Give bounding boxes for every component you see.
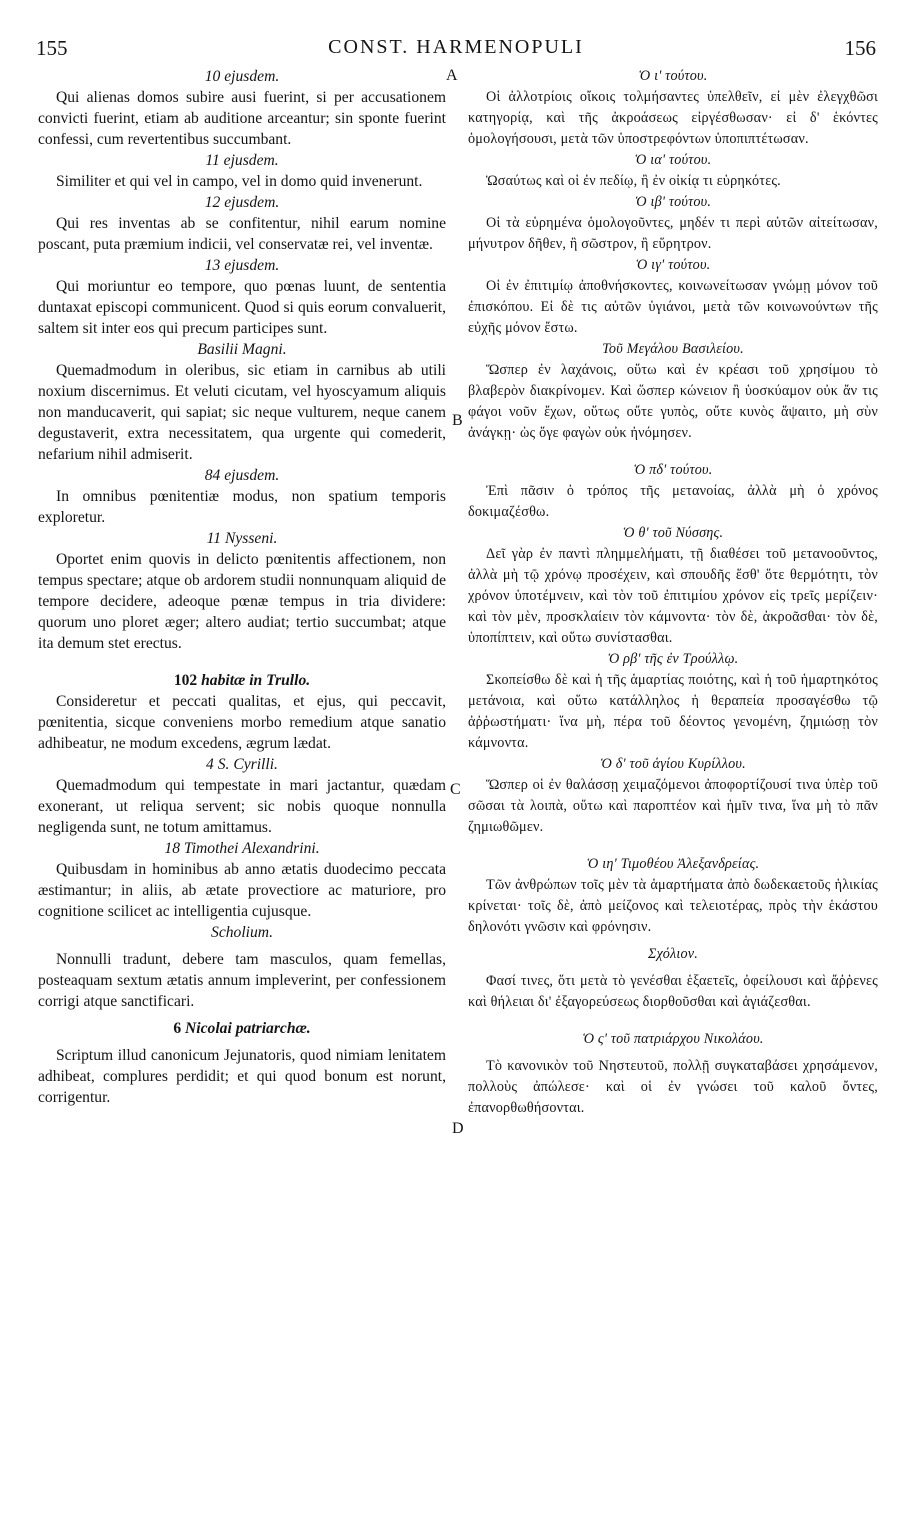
section-heading: Basilii Magni. [197, 341, 287, 358]
section-heading: Ὁ πδ' τούτου. [633, 462, 713, 478]
section-heading: Ὁ ι' τούτου. [638, 68, 708, 84]
section-heading: Ὁ ς' τοῦ πατριάρχου Νικολάου. [582, 1031, 764, 1047]
section-heading: Ὁ ιγ' τούτου. [635, 257, 711, 273]
section-text: Quemadmodum qui tempestate in mari jactantur, quædam exonerant, ut reliqua servent; sic nobis quoque nonnulla negligenda sunt, ne totum amittamus. [38, 777, 446, 836]
margin-letter-b: B [452, 412, 463, 429]
section-heading: 11 Nysseni. [206, 530, 278, 547]
section-text: Oportet enim quovis in delicto pœnitentis affectionem, non tempus spectare; atque ob ardorem studii nonnunquam aliquid de tempore decidere, adeoque pœnæ tempus in tria dividere: quorum uno ploret æger; altero audiat; tertio succumbat; atque ita demum stet erectus. [38, 551, 446, 652]
margin-letter-c: C [450, 781, 461, 798]
section-heading: 4 S. Cyrilli. [206, 756, 278, 773]
section-text: Nonnulli tradunt, debere tam masculos, quam femellas, posteaquam sextum ætatis annum impleverint, per confessionem corrigi atque sanctificari. [38, 951, 446, 1010]
section-text: Σκοπείσθω δὲ καὶ ἡ τῆς ἁμαρτίας ποιότης, καὶ ἡ τοῦ ἡμαρτηκότος μετάνοια, καὶ οὕτω κατάλληλος ἡ θεραπεία προσαγέσθω τῷ ἀῤῥωστήματι· ἵνα μὴ, πέρα τοῦ δέοντος γενομένη, ζημιώσῃ τὸν κάμνοντα. [468, 672, 878, 751]
section-heading: Ὁ δ' τοῦ ἁγίου Κυρίλλου. [600, 756, 746, 772]
section-heading [38, 670, 446, 691]
section-heading: 84 ejusdem. [204, 467, 280, 484]
section-text: Τῶν ἀνθρώπων τοῖς μὲν τὰ ἁμαρτήματα ἀπὸ δωδεκαετοῦς ἡλικίας κρίνεται· τοῖς δὲ, ἀπὸ μείζονος καὶ τελειοτέρας, πρὸς τὴν ἑκάστου δηλονότι γνῶσιν καὶ φρόνησιν. [468, 877, 878, 935]
section-gap [468, 1013, 878, 1029]
section-text: Ὥσπερ οἱ ἐν θαλάσσῃ χειμαζόμενοι ἀποφορτίζουσί τινα ὑπὲρ τοῦ σῶσαι τὰ λοιπὰ, οὕτω καὶ παροπτέον καὶ ἡμῖν τινα, ἵνα μὴ τὸ πᾶν ζημιωθῶμεν. [468, 777, 878, 835]
heading-title: Nicolai patriarchæ. [185, 1020, 311, 1037]
section-heading: 13 ejusdem. [204, 257, 280, 274]
section-text: Οἱ ἐν ἐπιτιμίῳ ἀποθνήσκοντες, κοινωνείτωσαν γνώμῃ μόνον τοῦ ἐπισκόπου. Εἰ δὲ τις αὐτῶν ὑγιάνοι, μετὰ τῶν κοινωνούντων τῆς εὐχῆς μόνον ἔστω. [468, 278, 878, 336]
running-title: CONST. HARMENOPULI [328, 36, 584, 58]
section-text: Consideretur et peccati qualitas, et ejus, qui peccavit, pœnitentia, sicque conveniens morbo remedium atque sanatio adhibeatur, ne modum excedens, ægrum lædat. [38, 693, 446, 752]
section-text: Οἱ τὰ εὑρημένα ὁμολογοῦντες, μηδέν τι περὶ αὐτῶν αἰτείτωσαν, μήνυτρον δῆθεν, ἢ σῶστρον, ἢ εὕρητρον. [468, 215, 878, 252]
section-text: Qui res inventas ab se confitentur, nihil earum nomine poscant, puta præmium indicii, vel conservatæ rei, vel inventæ. [38, 215, 446, 253]
section-heading: Ὁ ρβ' τῆς ἐν Τρούλλῳ. [607, 651, 739, 667]
heading-title: habitæ in Trullo. [201, 672, 311, 689]
section-gap [468, 444, 878, 460]
section-text: Τὸ κανονικὸν τοῦ Νηστευτοῦ, πολλῇ συγκαταβάσει χρησάμενον, πολλοὺς ἀπώλεσε· καὶ οἱ ἐν γνώσει τοῦ καλοῦ ὄντες, ἐπανορθωθήσονται. [468, 1058, 878, 1116]
section-gap [38, 654, 446, 670]
section-text: Ἐπὶ πᾶσιν ὁ τρόπος τῆς μετανοίας, ἀλλὰ μὴ ὁ χρόνος δοκιμαζέσθω. [468, 483, 878, 520]
heading-number: 6 [173, 1020, 182, 1037]
section-text: Ὥσπερ ἐν λαχάνοις, οὕτω καὶ ἐν κρέασι τοῦ χρησίμου τὸ βλαβερὸν διακρίνομεν. Καὶ ὥσπερ κώνειον ἢ ὑοσκύαμον οὐκ ἄν τις φάγοι νοῦν ἔχων, οὕτως οὔτε γυπὸς, οὔτε κυνὸς ἅψαιτο, μὴ σὺν ἀνάγκῃ· ὡς ὅγε φαγὼν οὐκ ἠνόμησεν. [468, 362, 878, 441]
section-text: Οἱ ἀλλοτρίοις οἴκοις τολμήσαντες ὑπελθεῖν, εἰ μὲν ἐλεγχθῶσι κατηγορίᾳ, καὶ τῆς ἀκροάσεως εἰργέσθωσαν· εἰ δ' ἑκόντες ὁμολογήσουσι, μετὰ τῶν ὑποστρεφόντων ὑποπιπτέτωσαν. [468, 89, 878, 147]
page-header [0, 36, 912, 62]
margin-letter-d: D [452, 1120, 464, 1137]
section-gap [468, 838, 878, 854]
section-heading: 11 ejusdem. [205, 152, 279, 169]
section-text: Ὡσαύτως καὶ οἱ ἐν πεδίῳ, ἢ ἐν οἰκίᾳ τι εὑρηκότες. [486, 173, 781, 189]
section-text: In omnibus pœnitentiæ modus, non spatium temporis exploretur. [38, 488, 446, 526]
section-heading [38, 1018, 446, 1039]
section-text: Qui alienas domos subire ausi fuerint, si per accusationem convicti fuerint, etiam ab auditione arceantur; sin sponte fuerint confessi, cum revertentibus succumbant. [38, 89, 446, 148]
section-heading: 10 ejusdem. [204, 68, 280, 85]
greek-column [468, 66, 878, 1119]
section-text: Quemadmodum in oleribus, sic etiam in carnibus ab utili noxium discernimus. Et veluti cicutam, vel hyoscyamum aliquis non manducaverit, qui sapiat; sic neque vulturem, neque canem degustaverit, extra necessitatem, qua urgente qui comederit, nefarium nihil admiserit. [38, 362, 446, 463]
section-heading: Τοῦ Μεγάλου Βασιλείου. [602, 341, 744, 357]
right-page-number: 156 [844, 36, 876, 60]
section-text: Similiter et qui vel in campo, vel in domo quid invenerunt. [56, 173, 423, 190]
section-heading: Ὁ ιη' Τιμοθέου Ἀλεξανδρείας. [586, 856, 760, 872]
section-heading: 18 Timothei Alexandrini. [164, 840, 320, 857]
section-heading: Σχόλιον. [647, 946, 699, 962]
section-heading: 12 ejusdem. [204, 194, 280, 211]
section-heading: Ὁ ιβ' τούτου. [634, 194, 712, 210]
latin-column [38, 66, 446, 1108]
section-heading: Ὁ ια' τούτου. [634, 152, 712, 168]
section-text: Δεῖ γὰρ ἐν παντὶ πλημμελήματι, τῇ διαθέσει τοῦ μετανοοῦντος, ἀλλὰ μὴ τῷ χρόνῳ προσέχειν, καὶ σπουδῆς ἕσθ' ὅτε θερμότητι, τὸν χρόνον ὑποτέμνειν, καὶ τὸν τοῦ ἐπιτιμίου χρόνον εἰς τρεῖς μερίζειν· καὶ τὸν μὲν, προσκλαίειν τὸν κάμνοντα· τὸν δὲ, ἀκροᾶσθαι· τὸν δὲ, ὑποπίπτειν, καὶ οὕτω συνίστασθαι. [468, 546, 878, 646]
section-text: Scriptum illud canonicum Jejunatoris, quod nimiam lenitatem adhibeat, complures perdidit; et qui quod bonum est norunt, corrigentur. [38, 1047, 446, 1106]
margin-letter-a: A [446, 67, 458, 84]
section-text: Qui moriuntur eo tempore, quo pœnas luunt, de sententia duntaxat episcopi communicent. Quod si quis eorum convaluerit, saltem sit inter eos qui precum participes sunt. [38, 278, 446, 337]
section-heading: Ὁ θ' τοῦ Νύσσης. [622, 525, 724, 541]
heading-number: 102 [173, 672, 198, 689]
section-text: Quibusdam in hominibus ab anno ætatis duodecimo peccata æstimantur; in aliis, ab ætate provectiore ac maturiore, pro cognitione scilicet ac intelligentia cujusque. [38, 861, 446, 920]
section-text: Φασί τινες, ὅτι μετὰ τὸ γενέσθαι ἑξαετεῖς, ὀφείλουσι καὶ ἄῤῥενες καὶ θήλειαι δι' ἐξαγορεύσεως διορθοῦσθαι καὶ ἁγιάζεσθαι. [468, 973, 878, 1010]
section-heading: Scholium. [211, 924, 273, 941]
left-page-number: 155 [36, 36, 68, 60]
